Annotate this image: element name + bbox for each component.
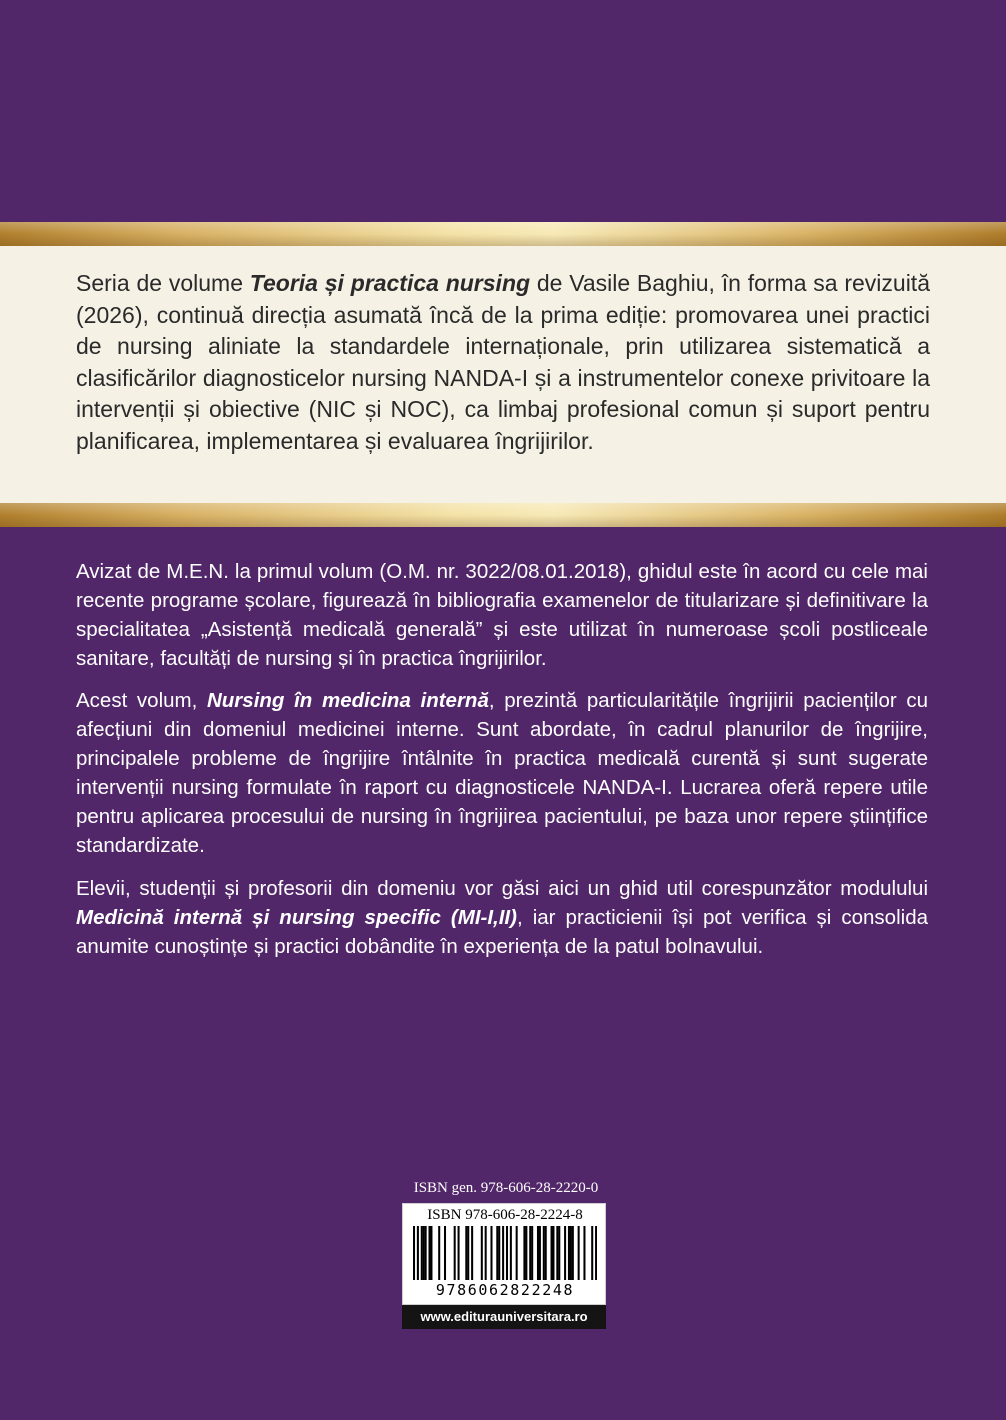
- gold-band-top: [0, 222, 1006, 246]
- barcode-bar: [578, 1226, 580, 1280]
- barcode-bar: [595, 1226, 597, 1280]
- barcode-bar: [558, 1226, 560, 1280]
- barcode-bar: [502, 1226, 504, 1280]
- barcode-bar: [425, 1226, 427, 1280]
- module-title: Medicină internă și nursing specific (MI-I,II): [76, 906, 517, 929]
- series-title: Teoria și practica nursing: [249, 270, 531, 296]
- barcode-bar: [413, 1226, 415, 1280]
- barcode-bar: [545, 1226, 547, 1280]
- barcode-bar: [525, 1226, 527, 1280]
- barcode-bar: [529, 1226, 531, 1280]
- barcode-bar: [564, 1226, 566, 1280]
- barcode-bar: [421, 1226, 423, 1280]
- paragraph-audience: Elevii, studenții și profesorii din domeniu vor găsi aici un ghid util corespunzător modulului Medicină internă și nursing specific (MI-I,II), iar practicienii își pot verifica și consolida anumite cunoștințe și practici dobândite în experiența de la patul bolnavului.: [76, 877, 928, 958]
- isbn-general: ISBN gen. 978-606-28-2220-0: [413, 1180, 599, 1196]
- barcode-bar: [485, 1226, 487, 1280]
- barcode-bar: [516, 1226, 518, 1280]
- barcode-bar: [568, 1226, 570, 1280]
- barcode-bar: [543, 1226, 545, 1280]
- barcode-bar: [444, 1226, 446, 1280]
- barcode-bar: [531, 1226, 533, 1280]
- barcode-bar: [591, 1226, 593, 1280]
- barcode-bar: [572, 1226, 574, 1280]
- barcode-bar: [537, 1226, 539, 1280]
- barcode-icon: [413, 1226, 597, 1280]
- paragraph-volume: Acest volum, Nursing în medicina internă, prezintă particularitățile îngrijirii pacienților cu afecțiuni din domeniul medicinei interne. Sunt abordate, în cadrul planurilor de îngrijire, principalele probleme de îngrijire întâlnite în practica medicală curentă și sunt sugerate intervenții nursing formulate în raport cu diagnosticele NANDA-I. Lucrarea oferă repere utile pentru aplicarea procesului de nursing în îngrijirea pacientului, pe baza unor repere științifice standardizate.: [76, 689, 928, 857]
- intro-text: Seria de volume Teoria și practica nursing de Vasile Baghiu, în forma sa revizuită (2026), continuă direcția asumată încă de la prima ediție: promovarea unei practici de nursing aliniate la standardele internaționale, prin utilizarea sistematică a clasificărilor diagnosticelor nursing NANDA-I și a instrumentelor conexe privitoare la intervenții și obiective (NIC și NOC), ca limbaj profesional comun și suport pentru planificarea, implementarea și evaluarea îngrijirilor.: [76, 270, 930, 454]
- barcode-digits: 9786062822248: [435, 1281, 575, 1299]
- barcode-bar: [551, 1226, 553, 1280]
- barcode-bar: [417, 1226, 419, 1280]
- barcode-bar: [471, 1226, 473, 1280]
- barcode-bar: [458, 1226, 460, 1280]
- barcode-bar: [539, 1226, 541, 1280]
- barcode-bar: [510, 1226, 512, 1280]
- barcode-bar: [523, 1226, 525, 1280]
- barcode-bar: [506, 1226, 508, 1280]
- barcode-bar: [556, 1226, 558, 1280]
- publisher-website: www.editurauniversitara.ro: [402, 1305, 606, 1329]
- barcode-bar: [430, 1226, 432, 1280]
- barcode-bar: [552, 1226, 554, 1280]
- barcode-box: [402, 1203, 606, 1305]
- barcode-bar: [490, 1226, 492, 1280]
- barcode-bar: [438, 1226, 440, 1280]
- barcode-bar: [428, 1226, 430, 1280]
- barcode-bar: [465, 1226, 467, 1280]
- barcode-bar: [583, 1226, 585, 1280]
- gold-band-bottom: [0, 503, 1006, 527]
- barcode-bar: [423, 1226, 425, 1280]
- barcode-bar: [498, 1226, 500, 1280]
- paragraph-approval: Avizat de M.E.N. la primul volum (O.M. nr. 3022/08.01.2018), ghidul este în acord cu cele mai recente programe școlare, figurează în bibliografia examenelor de titularizare și definitivare la specialitatea „Asistență medicală generală” și este utilizat în numeroase școli postliceale sanitare, facultăți de nursing și în practica îngrijirilor.: [76, 560, 928, 670]
- barcode-bar: [467, 1226, 469, 1280]
- barcode-bar: [481, 1226, 483, 1280]
- isbn-volume: ISBN 978-606-28-2224-8: [427, 1207, 583, 1223]
- barcode-bar: [496, 1226, 498, 1280]
- volume-title: Nursing în medicina internă: [206, 689, 489, 712]
- barcode-bar: [570, 1226, 572, 1280]
- barcode-bar: [454, 1226, 456, 1280]
